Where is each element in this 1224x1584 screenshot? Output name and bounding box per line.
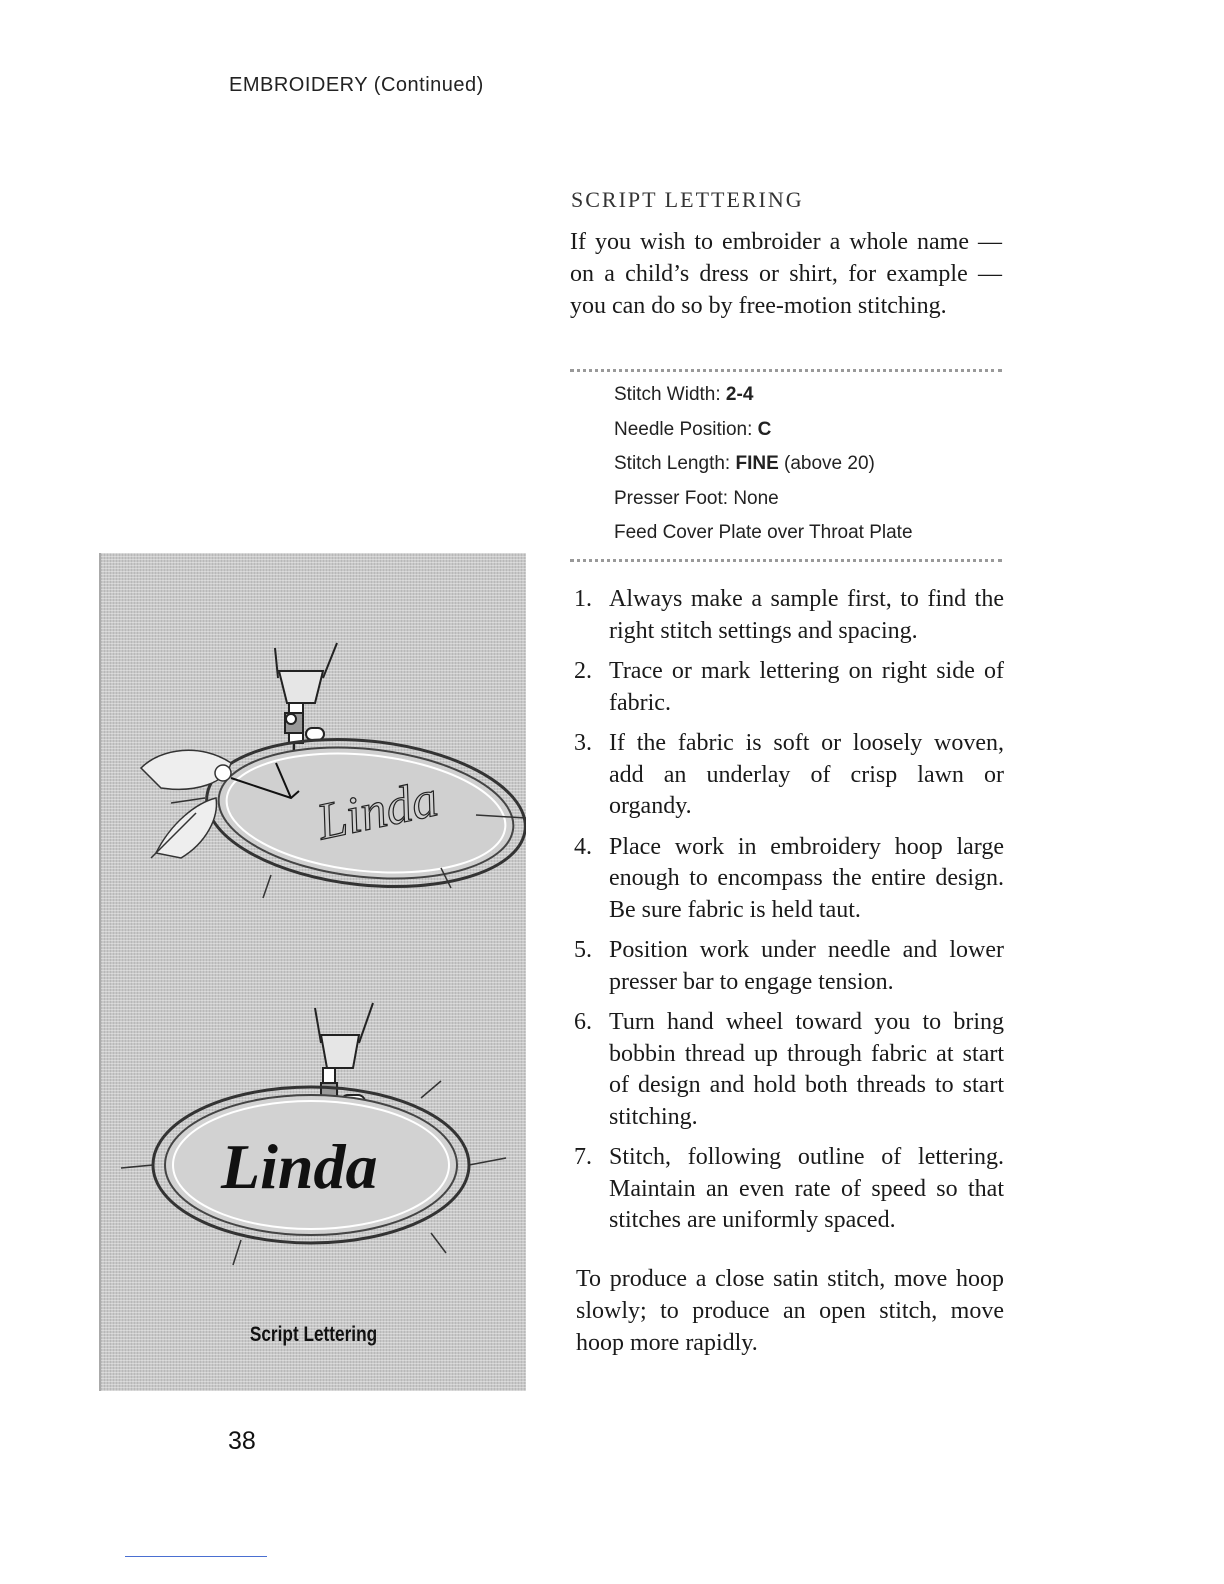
setting-stitch-width: Stitch Width: 2-4 [614, 384, 754, 405]
bottom-script-word: Linda [221, 1131, 378, 1202]
step-item: 3. If the fabric is soft or loosely woven, add an underlay of crisp lawn or organdy. [574, 730, 1004, 819]
hands-icon [141, 750, 231, 858]
step-item: 6. Turn hand wheel toward you to bring bobbin thread up through fabric at start of design and hold both threads to start stitching. [574, 1009, 1004, 1130]
divider-top [570, 369, 1002, 372]
figure-caption: Script Lettering [249, 1323, 378, 1346]
step-item: 5. Position work under needle and lower presser bar to engage tension. [574, 937, 1004, 995]
running-head: EMBROIDERY (Continued) [229, 74, 484, 96]
setting-needle-position: Needle Position: C [614, 418, 772, 440]
step-item: 2. Trace or mark lettering on right side of fabric. [574, 658, 1004, 716]
page-number: 38 [228, 1427, 256, 1455]
steps-list [574, 584, 1004, 1246]
setting-stitch-length: Stitch Length: FINE (above 20) [614, 453, 875, 474]
closing-paragraph: To produce a close satin stitch, move hoop slowly; to produce an open stitch, move hoop more rapidly. [576, 1266, 1004, 1356]
settings-list [614, 381, 913, 554]
setting-feed-cover: Feed Cover Plate over Throat Plate [614, 522, 913, 543]
embroidery-illustration [101, 553, 526, 1391]
intro-paragraph: If you wish to embroider a whole name — on a child’s dress or shirt, for example — you can do so by free-motion stitching. [570, 229, 1002, 319]
divider-bottom [570, 559, 1002, 562]
step-item: 7. Stitch, following outline of lettering. Maintain an even rate of speed so that stitches are uniformly spaced. [574, 1144, 1004, 1233]
step-item: 4. Place work in embroidery hoop large enough to encompass the entire design. Be sure fabric is held taut. [574, 833, 1004, 923]
setting-presser-foot: Presser Foot: None [614, 487, 779, 509]
illustration-panel [99, 553, 526, 1391]
footer-link-underline [125, 1556, 267, 1557]
top-script-word: Linda [312, 770, 443, 852]
section-title: SCRIPT LETTERING [571, 187, 804, 212]
step-item: 1. Always make a sample first, to find the right stitch settings and spacing. [574, 586, 1004, 644]
